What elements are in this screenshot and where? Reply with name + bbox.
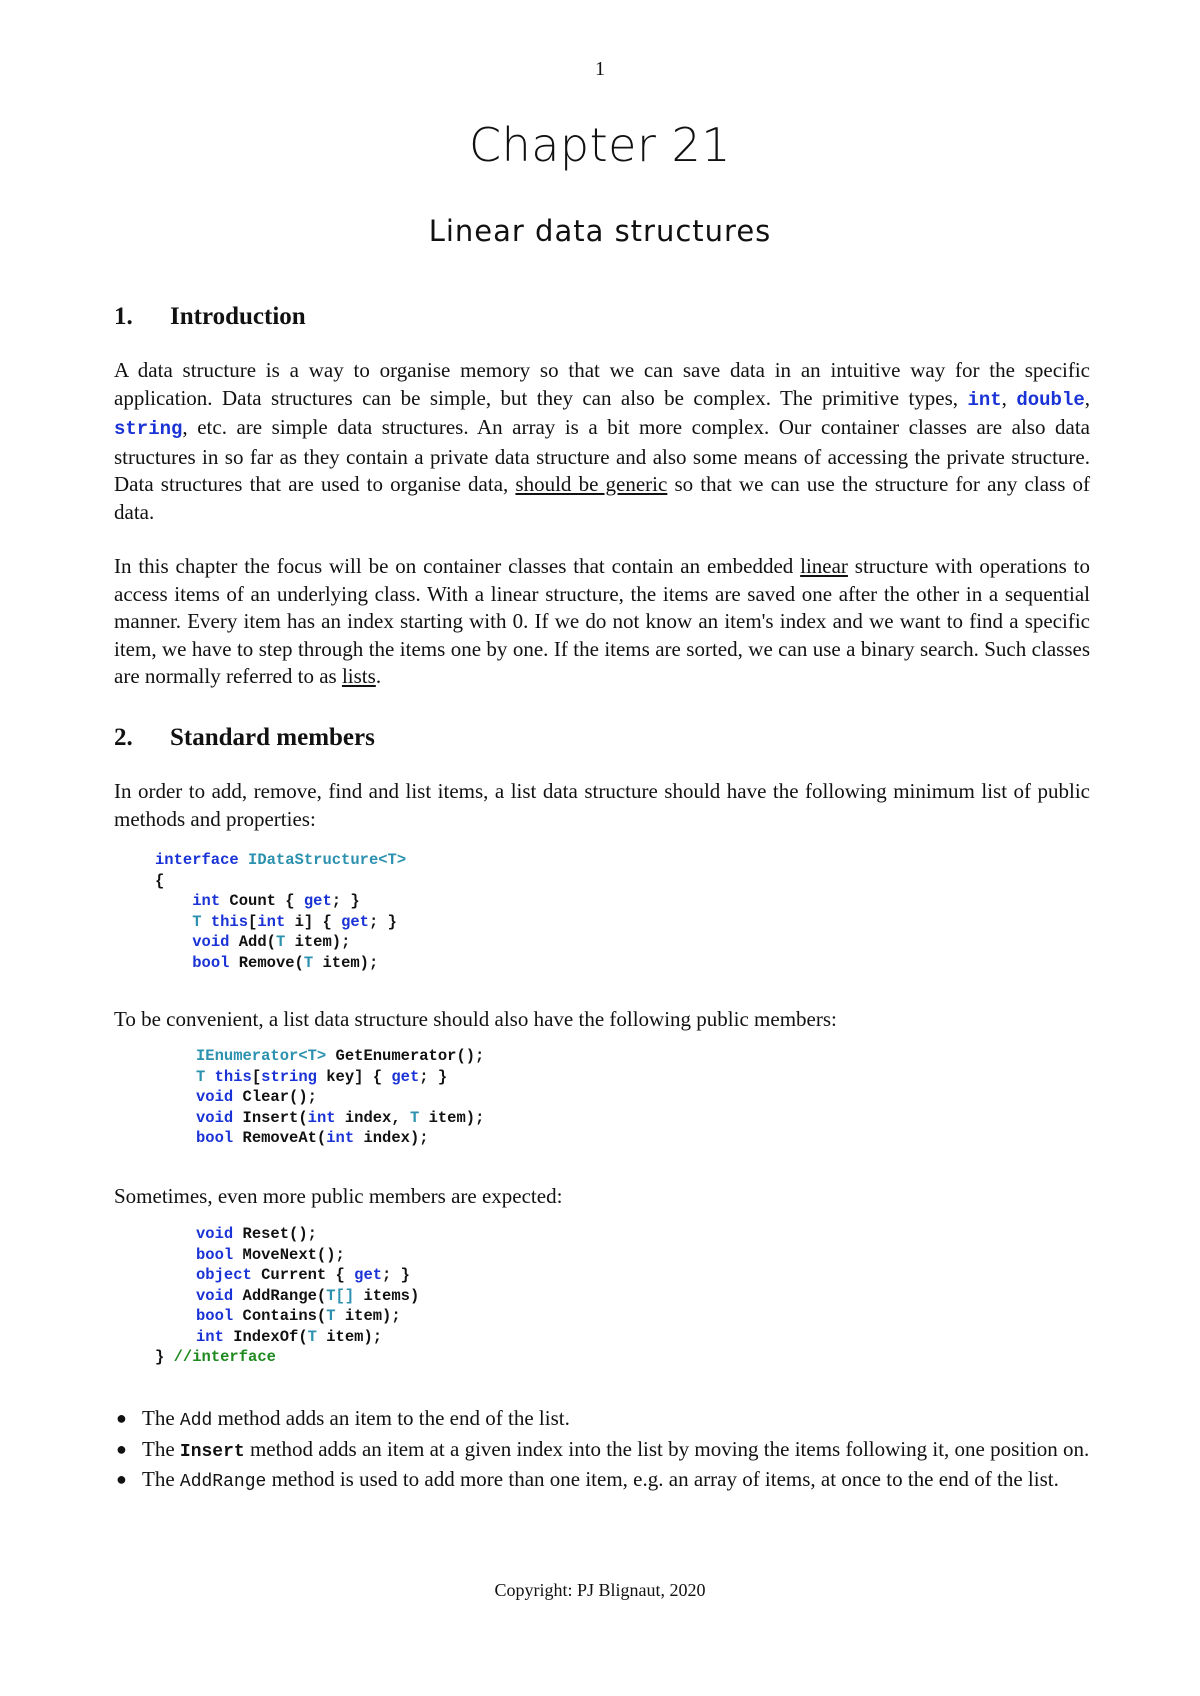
bullet-icon: ● bbox=[116, 1438, 127, 1459]
text-run: The bbox=[142, 1406, 180, 1430]
code-token: void bbox=[196, 1286, 234, 1305]
code-block-close bbox=[155, 1347, 276, 1368]
code-token: bool bbox=[196, 1307, 234, 1325]
code-token: this bbox=[201, 912, 249, 931]
section-number: 1. bbox=[114, 303, 133, 330]
code-token: T bbox=[409, 1108, 420, 1127]
code-token: { bbox=[155, 871, 165, 890]
code-token: key] { bbox=[316, 1067, 392, 1086]
code-token: T bbox=[192, 912, 202, 931]
bullet-icon: ● bbox=[116, 1469, 127, 1489]
code-token: IndexOf( bbox=[223, 1327, 308, 1346]
text-run: The bbox=[142, 1436, 180, 1461]
convenient-members-paragraph: To be convenient, a list data structure should also have the following public members: bbox=[114, 1007, 837, 1031]
code-line bbox=[196, 1306, 419, 1327]
section-heading-introduction bbox=[114, 303, 306, 331]
code-token: ; } bbox=[331, 892, 360, 910]
code-line bbox=[196, 1265, 419, 1286]
chapter-subtitle: Linear data structures bbox=[428, 214, 772, 248]
code-token: item); bbox=[316, 1327, 383, 1346]
more-members-paragraph: Sometimes, even more public members are expected: bbox=[114, 1184, 563, 1208]
code-token: items) bbox=[354, 1286, 420, 1305]
code-token: T bbox=[196, 1067, 206, 1086]
standard-members-paragraph: In order to add, remove, find and list items, a list data structure should have the following minimum list of public methods and properties: bbox=[114, 779, 1090, 831]
intro-paragraph-2 bbox=[114, 553, 1090, 691]
code-token: string bbox=[261, 1067, 317, 1086]
text-run: structure with operations to access items of an underlying class. With a linear structure, the items are saved one after the other in a sequential manner. Every item has an index starting with 0. If we do not know an item's index and we want to find a specific item, we have to step through the items one by one. If the items are sorted, we can use a binary search. Such classes are normally referred to as bbox=[114, 554, 1090, 688]
code-token: item); bbox=[419, 1108, 485, 1127]
code-token: this bbox=[205, 1067, 252, 1086]
code-token: int bbox=[326, 1129, 355, 1147]
code-line bbox=[155, 953, 406, 974]
text-run: method adds an item at a given index into the list by moving the items following it, one position on. bbox=[244, 1436, 1090, 1461]
code-line bbox=[196, 1128, 484, 1149]
list-item bbox=[114, 1436, 1090, 1467]
code-line bbox=[196, 1245, 419, 1266]
code-token: T bbox=[326, 1307, 336, 1325]
code-token: Insert( bbox=[233, 1108, 308, 1127]
code-line bbox=[196, 1224, 419, 1245]
code-token: item); bbox=[285, 933, 351, 951]
code-block-interface bbox=[155, 850, 406, 973]
bullet-list bbox=[114, 1405, 1090, 1497]
text-run: , bbox=[1084, 385, 1091, 410]
bullet-icon: ● bbox=[116, 1408, 127, 1428]
code-token: GetEnumerator(); bbox=[326, 1047, 485, 1065]
code-token: int bbox=[257, 912, 286, 931]
keyword-string: string bbox=[114, 418, 183, 440]
code-token: get bbox=[341, 912, 369, 931]
code-token: item); bbox=[313, 953, 379, 972]
code-token: int bbox=[307, 1108, 336, 1127]
code-token: bool bbox=[196, 1245, 234, 1264]
code-token: ; } bbox=[382, 1266, 410, 1284]
code-token: [ bbox=[248, 912, 258, 931]
code-line bbox=[155, 891, 406, 912]
code-block-more bbox=[196, 1224, 419, 1347]
code-token: Count { bbox=[220, 892, 304, 910]
code-line bbox=[196, 1087, 484, 1108]
code-token: Clear(); bbox=[233, 1088, 317, 1106]
code-token: Add( bbox=[229, 933, 276, 951]
text-run: The bbox=[142, 1467, 180, 1491]
list-item bbox=[114, 1466, 1090, 1497]
code-token: T bbox=[303, 953, 314, 972]
code-line bbox=[155, 932, 406, 953]
code-line bbox=[155, 850, 406, 871]
underlined-text: lists bbox=[341, 664, 376, 688]
code-line bbox=[196, 1286, 419, 1307]
code-token: T[] bbox=[326, 1286, 355, 1305]
code-token: AddRange( bbox=[233, 1286, 327, 1305]
text-run: , bbox=[1001, 385, 1017, 410]
text-run: so that we can use the structure for any class of data. bbox=[114, 472, 1091, 524]
code-line bbox=[155, 871, 406, 892]
code-token: i] { bbox=[285, 912, 342, 931]
code-token: get bbox=[391, 1067, 420, 1086]
code-token: Current { bbox=[251, 1266, 355, 1284]
code-token: ; } bbox=[419, 1067, 448, 1086]
code-token: T bbox=[275, 933, 286, 951]
inline-code: Insert bbox=[179, 1441, 245, 1462]
code-block-convenient bbox=[196, 1046, 484, 1149]
code-token: Contains( bbox=[233, 1307, 327, 1325]
section-number: 2. bbox=[114, 724, 133, 751]
keyword-int: int bbox=[967, 388, 1002, 411]
text-run: method adds an item to the end of the list. bbox=[212, 1406, 570, 1430]
inline-code: Add bbox=[179, 1411, 213, 1431]
code-line bbox=[155, 912, 406, 933]
code-token: } bbox=[155, 1348, 165, 1366]
code-token: Remove( bbox=[229, 953, 304, 972]
code-token: ; } bbox=[368, 912, 397, 931]
code-token: int bbox=[192, 892, 221, 910]
code-token: Reset(); bbox=[233, 1225, 317, 1243]
code-token: IDataStructure<T> bbox=[248, 851, 407, 869]
underlined-text: linear bbox=[800, 554, 848, 578]
keyword-double: double bbox=[1016, 388, 1085, 411]
code-token: bool bbox=[196, 1129, 234, 1147]
section-title: Standard members bbox=[170, 724, 375, 751]
code-token: index); bbox=[354, 1129, 429, 1147]
text-run: A data structure is a way to organise memory so that we can save data in an intuitive way for the specific application. Data structures can be simple, but they can also be complex. The primitive types, bbox=[114, 358, 1090, 410]
section-title: Introduction bbox=[170, 303, 306, 330]
code-token: get bbox=[303, 892, 332, 910]
code-token: interface bbox=[155, 851, 239, 869]
code-comment: //interface bbox=[164, 1348, 276, 1366]
code-token: get bbox=[354, 1266, 383, 1284]
section-heading-standard-members bbox=[114, 724, 375, 752]
code-line bbox=[196, 1108, 484, 1129]
text-run: method is used to add more than one item, e.g. an array of items, at once to the end of the list. bbox=[266, 1467, 1059, 1491]
code-token: bool bbox=[192, 953, 230, 972]
underlined-text: should be generic bbox=[515, 472, 668, 496]
code-token: RemoveAt( bbox=[233, 1129, 327, 1147]
intro-paragraph-1 bbox=[114, 357, 1090, 526]
text-run: In this chapter the focus will be on container classes that contain an embedded bbox=[114, 554, 801, 578]
code-line bbox=[196, 1327, 419, 1348]
page-number: 1 bbox=[595, 58, 605, 80]
code-token: void bbox=[196, 1225, 234, 1243]
code-token: index, bbox=[335, 1108, 410, 1127]
text-run: . bbox=[375, 664, 382, 688]
code-token: item); bbox=[335, 1307, 401, 1325]
code-token: [ bbox=[251, 1067, 262, 1086]
code-token: void bbox=[196, 1108, 234, 1127]
code-token: object bbox=[196, 1266, 252, 1284]
footer-copyright: Copyright: PJ Blignaut, 2020 bbox=[494, 1580, 706, 1600]
code-line bbox=[196, 1046, 484, 1067]
list-item bbox=[114, 1405, 1090, 1436]
chapter-title: Chapter 21 bbox=[468, 118, 732, 172]
code-token: T bbox=[307, 1327, 317, 1346]
code-token: void bbox=[192, 933, 230, 951]
code-token: int bbox=[196, 1327, 224, 1346]
code-token: IEnumerator<T> bbox=[196, 1047, 327, 1065]
code-token: void bbox=[196, 1088, 234, 1106]
code-line bbox=[196, 1067, 484, 1088]
text-run: , etc. are simple data structures. An array is a bit more complex. Our container classes are also data structures in so far as they contain a private data structure and also some means of accessing the private structure. Data structures that are used to organise data, bbox=[114, 415, 1090, 496]
code-token: MoveNext(); bbox=[233, 1245, 345, 1264]
inline-code: AddRange bbox=[179, 1472, 267, 1492]
